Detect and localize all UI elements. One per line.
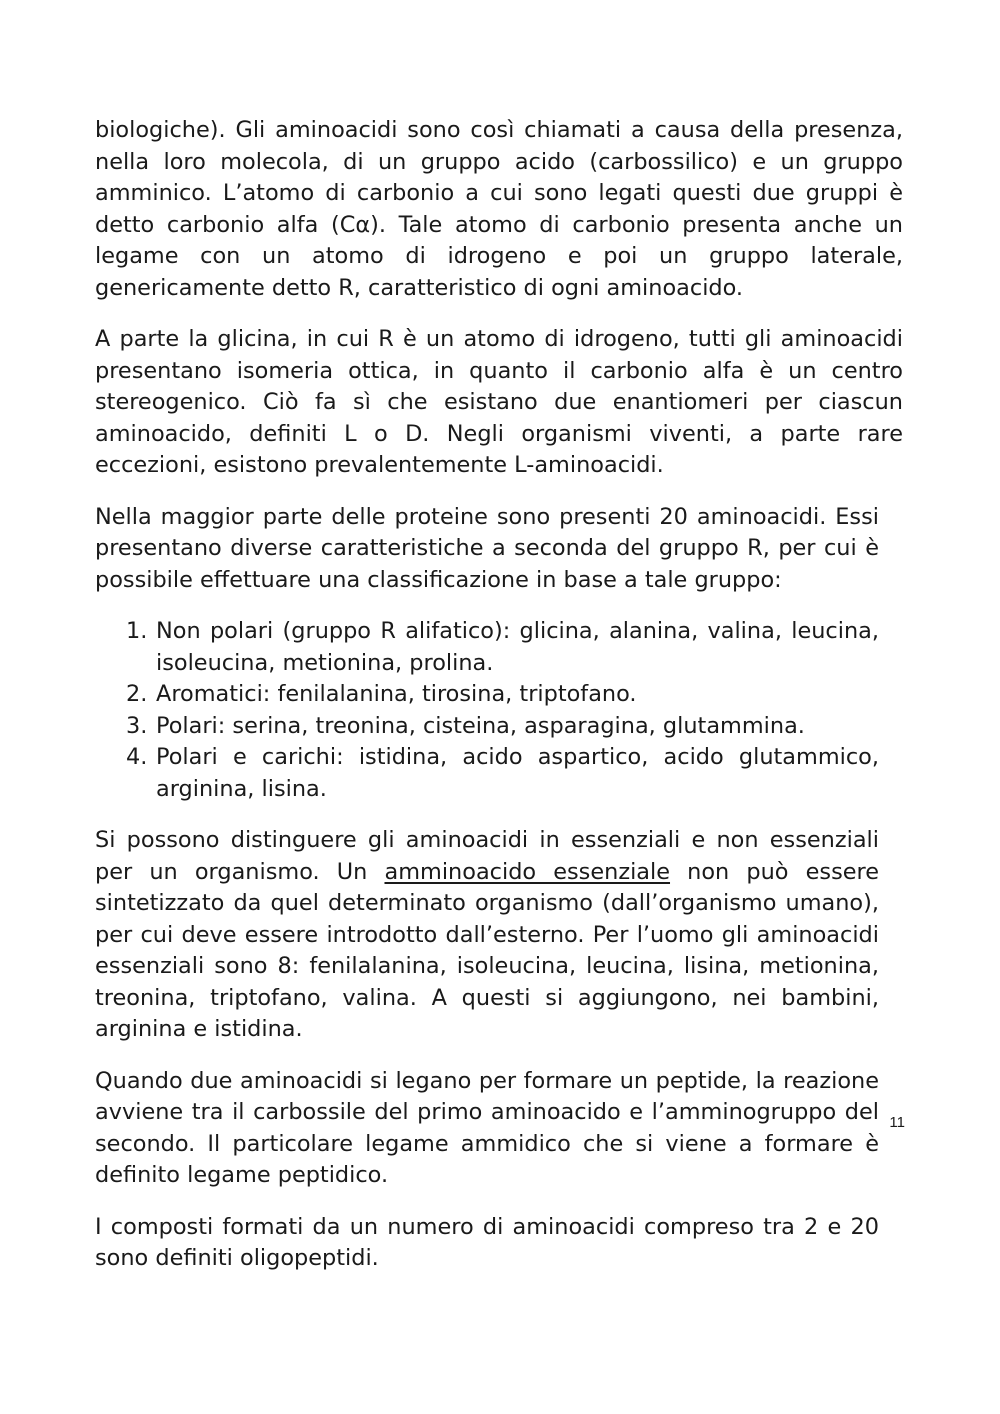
list-item-number: 2.: [126, 681, 148, 707]
amino-acid-classes-list: [95, 616, 879, 805]
list-item-number: 3.: [126, 712, 148, 739]
list-item: [95, 679, 879, 711]
list-item-number: 1.: [126, 618, 148, 644]
list-item: [95, 742, 879, 805]
list-item-text: Polari: serina, treonina, cisteina, asparagina, glutammina.: [156, 712, 805, 739]
paragraph-essential-amino-acids: [95, 825, 879, 1046]
paragraph-classification-intro: Nella maggior parte delle proteine sono presenti 20 aminoacidi. Essi presentano diverse caratteristiche a seconda del gruppo R, per cui è possibile effettuare una classificazione in base a tale gruppo:: [95, 503, 879, 593]
paragraph-peptide-bond: Quando due aminoacidi si legano per formare un peptide, la reazione avviene tra il carbossile del primo aminoacido e l’amminogruppo del secondo. Il particolare legame ammidico che si viene a formare è definito legame peptidico.: [95, 1067, 879, 1188]
list-item-text: Aromatici: fenilalanina, tirosina, triptofano.: [156, 681, 637, 707]
page-content: [95, 115, 903, 1295]
paragraph-optical-isomerism: A parte la glicina, in cui R è un atomo di idrogeno, tutti gli aminoacidi presentano isomeria ottica, in quanto il carbonio alfa è un centro stereogenico. Ciò fa sì che esistano due enantiomeri per ciascun aminoacido, definiti L o D. Negli organismi viventi, a parte rare eccezioni, esistono prevalentemente L-aminoacidi.: [95, 326, 903, 478]
paragraph-oligopeptides: I composti formati da un numero di aminoacidi compreso tra 2 e 20 sono definiti oligopeptidi.: [95, 1213, 879, 1271]
essential-amino-acid-term: amminoacido essenziale: [384, 858, 671, 885]
list-item-text: Non polari (gruppo R alifatico): glicina, alanina, valina, leucina, isoleucina, metionina, prolina.: [156, 618, 879, 676]
page-number: 11: [889, 1114, 905, 1131]
list-item-number: 4.: [126, 744, 148, 770]
list-item: [95, 711, 879, 743]
list-item: [95, 616, 879, 679]
list-item-text: Polari e carichi: istidina, acido aspartico, acido glutammico, arginina, lisina.: [156, 744, 879, 802]
paragraph-amino-acid-structure: biologiche). Gli aminoacidi sono così chiamati a causa della presenza, nella loro molecola, di un gruppo acido (carbossilico) e un gruppo amminico. L’atomo di carbonio a cui sono legati questi due gruppi è detto carbonio alfa (Cα). Tale atomo di carbonio presenta anche un legame con un atomo di idrogeno e poi un gruppo laterale, genericamente detto R, caratteristico di ogni aminoacido.: [95, 117, 903, 301]
essential-text-after: non può essere sintetizzato da quel determinato organismo (dall’organismo umano), per cui deve essere introdotto dall’esterno. Per l’uomo gli aminoacidi essenziali sono 8: fenilalanina, isoleucina, leucina, lisina, metionina, treonina, triptofano, valina. A questi si aggiungono, nei bambini, arginina e istidina.: [95, 858, 879, 1042]
essential-text-before: Si possono distinguere gli aminoacidi in essenziali e non essenziali per un organismo. Un: [95, 827, 879, 885]
